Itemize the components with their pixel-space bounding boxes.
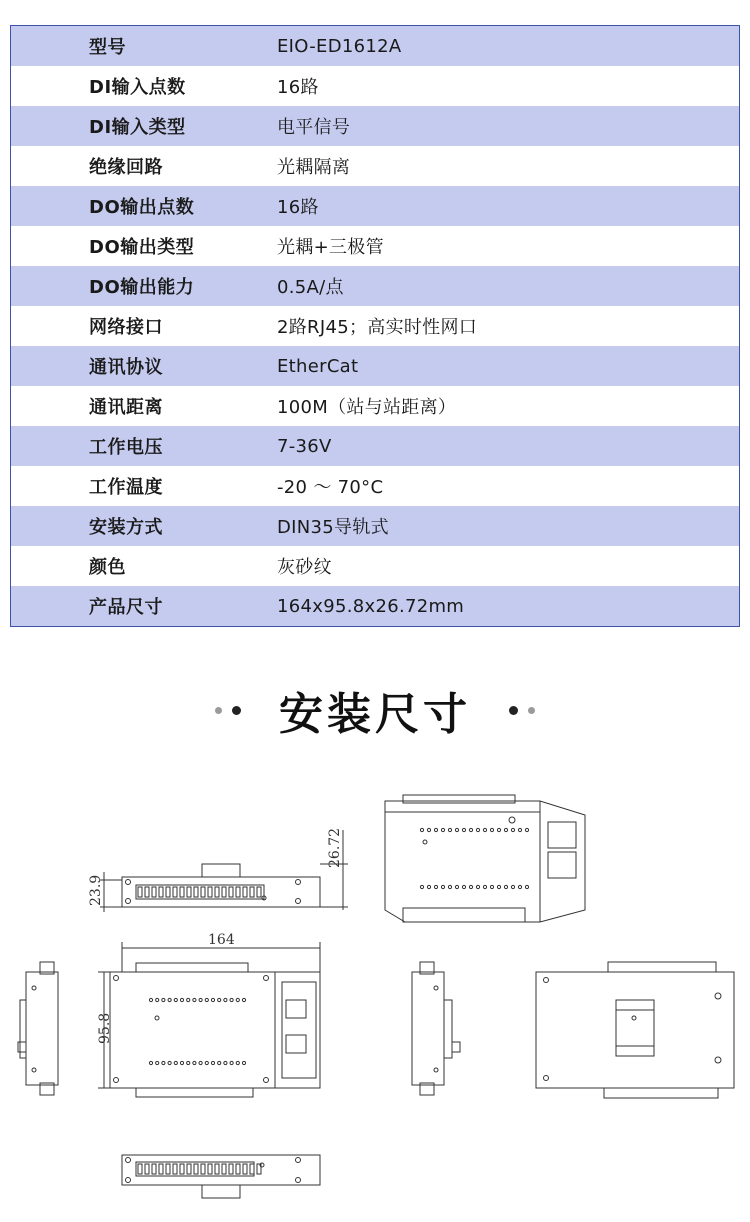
terminal-pin [236,1164,240,1174]
indicator-dot [230,1061,233,1064]
indicator-dot [224,1061,227,1064]
spec-label: 安装方式 [89,517,163,538]
spec-value: 7-36V [277,435,332,457]
spec-row-size [11,586,739,626]
spec-label: DO输出能力 [89,277,195,298]
indicator-dot [193,998,196,1001]
spec-value: 0.5A/点 [277,277,344,298]
dim-length-label: 164 [208,932,235,948]
spec-value: 电平信号 [277,117,351,138]
spec-value: 16路 [277,197,319,218]
spec-value: EtherCat [277,355,359,377]
terminal-pin [180,887,184,897]
indicator-dot [149,1061,152,1064]
terminal-pin [166,887,170,897]
spec-row-model [11,26,739,66]
indicator-dot [504,885,507,888]
terminal-pin [138,1164,142,1174]
indicator-dot [497,828,500,831]
dim-side-label: 23.9 [88,874,104,906]
indicator-dot [455,828,458,831]
spec-label: 产品尺寸 [89,597,163,618]
indicator-dot [525,885,528,888]
indicator-dot [441,828,444,831]
indicator-dot [187,998,190,1001]
terminal-pin [145,887,149,897]
indicator-dot [242,998,245,1001]
spec-value: 光耦+三极管 [277,237,384,258]
indicator-dot [174,1061,177,1064]
terminal-pin [222,1164,226,1174]
terminal-pin [250,1164,254,1174]
terminal-pin [152,1164,156,1174]
spec-value: 100M（站与站距离） [277,397,457,418]
spec-value: -20 ～ 70°C [277,477,384,498]
dim-width-label: 95.8 [97,1012,113,1044]
rail-side-view-2 [412,962,460,1095]
indicator-dot [469,828,472,831]
terminal-pin [201,887,205,897]
terminal-pin [145,1164,149,1174]
terminal-pin [208,1164,212,1174]
indicator-dot [483,828,486,831]
spec-row-mounting [11,506,739,546]
spec-label: DO输出类型 [89,237,195,258]
indicator-dot [168,1061,171,1064]
terminal-pin [159,1164,163,1174]
indicator-dot [497,885,500,888]
indicator-dot [490,828,493,831]
spec-value: 光耦隔离 [277,157,351,178]
spec-row-color [11,546,739,586]
spec-label: 颜色 [89,557,126,578]
section-header [0,680,750,740]
indicator-dot [242,1061,245,1064]
indicator-dot [218,998,221,1001]
indicator-dot [211,998,214,1001]
side-profile-view [100,827,348,912]
indicator-dot [205,998,208,1001]
indicator-dot [211,1061,214,1064]
spec-value: 16路 [277,77,319,98]
indicator-dot [168,998,171,1001]
indicator-dot [455,885,458,888]
terminal-pin [229,887,233,897]
indicator-dot [469,885,472,888]
dot-icon [528,707,535,714]
indicator-dot [174,998,177,1001]
spec-row-do-count [11,186,739,226]
terminal-pin [243,1164,247,1174]
indicator-dot [180,998,183,1001]
spec-label: 工作电压 [89,437,163,458]
indicator-dot [162,1061,165,1064]
spec-row-isolation [11,146,739,186]
terminal-pin [236,887,240,897]
terminal-pin [173,887,177,897]
terminal-pin [222,887,226,897]
bottom-connector-view [122,1155,320,1198]
spec-label: DI输入点数 [89,77,186,98]
spec-label: DO输出点数 [89,197,195,218]
indicator-dot [224,998,227,1001]
terminal-pin [173,1164,177,1174]
indicator-dot [448,885,451,888]
spec-label: 通讯协议 [89,357,163,378]
indicator-dot [199,998,202,1001]
back-view [536,962,734,1098]
indicator-dot [180,1061,183,1064]
dot-icon [232,706,241,715]
section-title: 安装尺寸 [279,689,471,740]
spec-row-di-count [11,66,739,106]
indicator-dot [187,1061,190,1064]
indicator-dot [427,828,430,831]
spec-row-voltage [11,426,739,466]
dot-icon [509,706,518,715]
spec-row-di-type [11,106,739,146]
terminal-pin [194,887,198,897]
indicator-dot [156,998,159,1001]
spec-label: 工作温度 [89,477,163,498]
spec-value: 2路RJ45；高实时性网口 [277,317,478,338]
indicator-dot [156,1061,159,1064]
terminal-pin [208,887,212,897]
spec-label: 绝缘回路 [89,157,163,178]
terminal-pin [215,1164,219,1174]
spec-row-network [11,306,739,346]
indicator-dot [236,1061,239,1064]
indicator-dot [483,885,486,888]
right-decoration-dots [509,706,535,715]
indicator-dot [199,1061,202,1064]
indicator-dot [511,828,514,831]
terminal-pin [159,887,163,897]
installation-dimension-drawing [0,760,750,1222]
indicator-dot [420,828,423,831]
indicator-dot [504,828,507,831]
indicator-dot [511,885,514,888]
indicator-dot [462,885,465,888]
left-decoration-dots [215,706,241,715]
front-view [98,942,320,1097]
terminal-pin [180,1164,184,1174]
dot-icon [215,707,222,714]
terminal-pin [201,1164,205,1174]
terminal-pin [250,887,254,897]
indicator-dot [441,885,444,888]
indicator-dot [490,885,493,888]
indicator-dot [518,885,521,888]
terminal-pin [152,887,156,897]
spec-row-do-capacity [11,266,739,306]
isometric-view [385,795,585,922]
indicator-dot [193,1061,196,1064]
dim-height-label: 26.72 [327,827,343,868]
terminal-pin [166,1164,170,1174]
spec-label: 网络接口 [89,317,163,338]
terminal-pin [194,1164,198,1174]
terminal-pin [257,887,261,897]
indicator-dot [525,828,528,831]
terminal-pin [243,887,247,897]
indicator-dot [462,828,465,831]
indicator-dot [162,998,165,1001]
indicator-dot [434,828,437,831]
indicator-dot [427,885,430,888]
spec-label: 型号 [89,37,126,58]
indicator-dot [448,828,451,831]
spec-label: DI输入类型 [89,117,186,138]
spec-table [10,25,740,627]
indicator-dot [420,885,423,888]
spec-label: 通讯距离 [89,397,163,418]
spec-value: 灰砂纹 [277,557,332,578]
indicator-dot [218,1061,221,1064]
rail-side-view [18,962,58,1095]
spec-row-temperature [11,466,739,506]
spec-row-distance [11,386,739,426]
indicator-dot [149,998,152,1001]
indicator-dot [518,828,521,831]
spec-value: EIO-ED1612A [277,35,402,57]
indicator-dot [205,1061,208,1064]
terminal-pin [138,887,142,897]
indicator-dot [434,885,437,888]
spec-row-do-type [11,226,739,266]
spec-value: 164x95.8x26.72mm [277,595,465,617]
indicator-dot [476,828,479,831]
terminal-pin [229,1164,233,1174]
indicator-dot [236,998,239,1001]
spec-value: DIN35导轨式 [277,517,389,538]
terminal-pin [215,887,219,897]
terminal-pin [187,887,191,897]
terminal-pin [187,1164,191,1174]
indicator-dot [476,885,479,888]
indicator-dot [230,998,233,1001]
spec-row-protocol [11,346,739,386]
